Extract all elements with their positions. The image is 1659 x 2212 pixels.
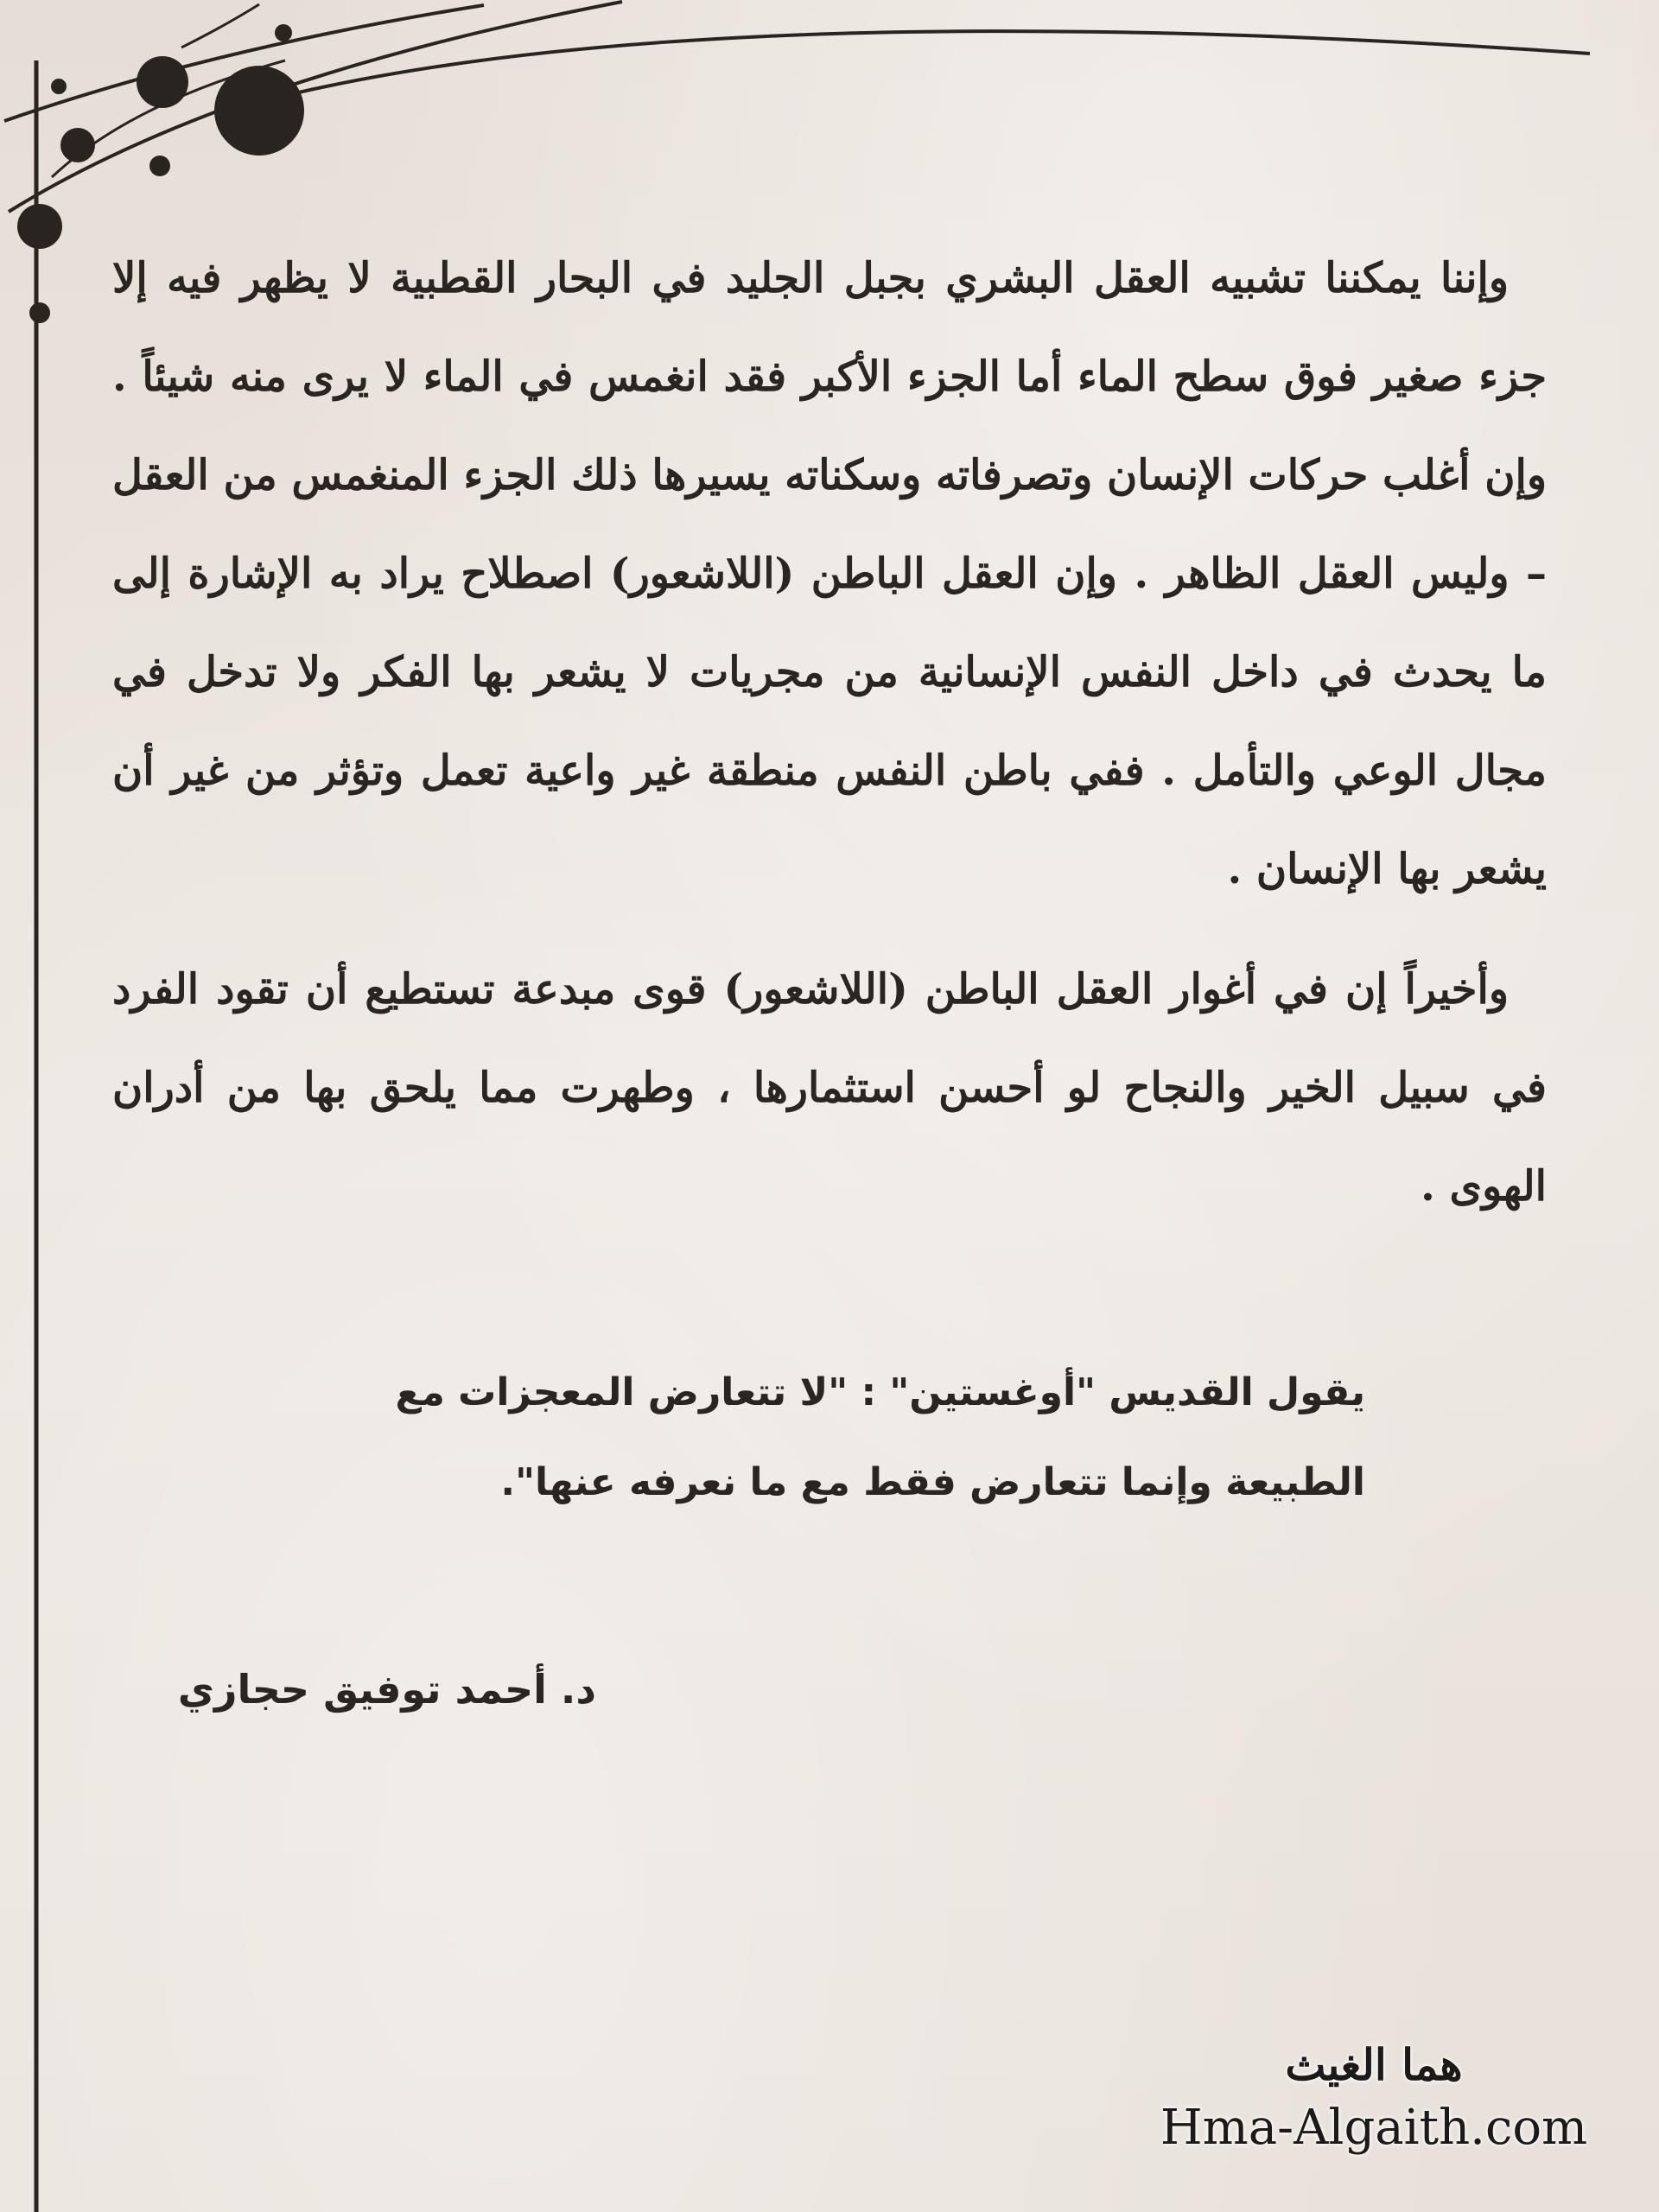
body-text: [112, 229, 1547, 1257]
quote-line-1: يقول القديس "أوغستين" : "لا تتعارض المعجزات مع: [395, 1370, 1365, 1414]
augustine-quote: [311, 1348, 1365, 1528]
body-paragraph: وأخيراً إن في أغوار العقل الباطن (اللاشعور) قوى مبدعة تستطيع أن تقود الفرد في سبيل الخير والنجاح لو أحسن استثمارها ، وطهرت مما يلحق بها من أدران الهوى .: [112, 965, 1547, 1211]
watermark-url: Hma-Algaith.com: [1160, 2100, 1588, 2156]
quote-line-2: الطبيعة وإنما تتعارض فقط مع ما نعرفه عنها".: [500, 1460, 1365, 1504]
site-watermark: [1115, 2035, 1633, 2161]
body-paragraph: وإننا يمكننا تشبيه العقل البشري بجبل الجليد في البحار القطبية لا يظهر فيه إلا جزء صغير فوق سطح الماء أما الجزء الأكبر فقد انغمس في الماء لا يرى منه شيئاً . وإن أغلب حركات الإنسان وتصرفاته وسكناته يسيرها ذلك الجزء المنغمس من العقل – وليس العقل الظاهر . وإن العقل الباطن (اللاشعور) اصطلاح يراد به الإشارة إلى ما يحدث في داخل النفس الإنسانية من مجريات لا يشعر بها الفكر ولا تدخل في مجال الوعي والتأمل . ففي باطن النفس منطقة غير واعية تعمل وتؤثر من غير أن يشعر بها الإنسان .: [112, 254, 1547, 893]
watermark-name: هما الغيث: [1285, 2039, 1463, 2090]
author-signature: د. أحمد توفيق حجازي: [177, 1666, 596, 1713]
